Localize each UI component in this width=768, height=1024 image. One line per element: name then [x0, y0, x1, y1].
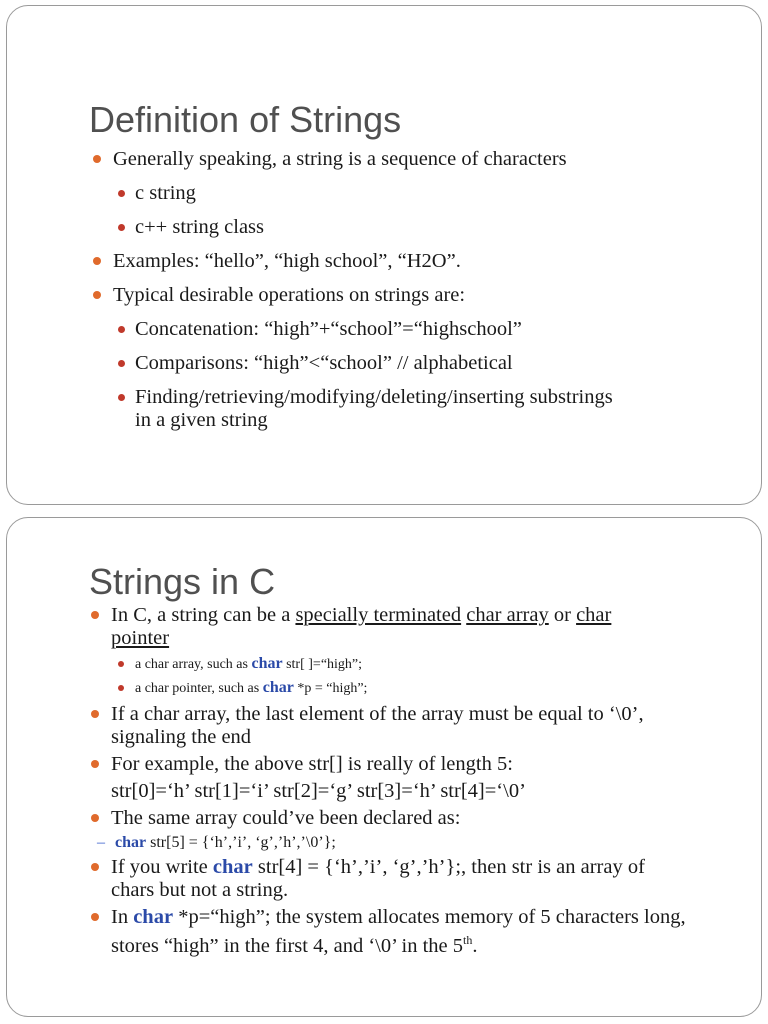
sub-bullet-item: Comparisons: “high”<“school” // alphabetical	[93, 352, 753, 375]
text: *p = “high”;	[293, 681, 368, 696]
keyword: char	[212, 856, 253, 878]
bullet-item: If a char array, the last element of the array must be equal to ‘\0’, signaling the end	[91, 703, 671, 749]
superscript: th	[463, 933, 473, 947]
text: or	[548, 604, 577, 626]
bullet-list	[91, 604, 686, 958]
dash-marker: –	[97, 834, 105, 851]
bullet-item: The same array could’ve been declared as:	[91, 807, 671, 830]
keyword: char	[262, 679, 294, 696]
text: str[4] = {‘h’,’i’, ‘g’,’h’};, then str is an array of chars but not a string.	[111, 856, 645, 901]
text: If you write	[111, 856, 213, 878]
text: a char array, such as	[135, 657, 252, 672]
text: str[5] = {‘h’,’i’, ‘g’,’h’,’\0’};	[146, 834, 336, 851]
bullet-item	[91, 856, 691, 902]
slide-definition-of-strings	[6, 5, 762, 505]
bullet-item	[91, 906, 691, 958]
continuation-line: str[0]=‘h’ str[1]=‘i’ str[2]=‘g’ str[3]=‘h’ str[4]=‘\0’	[111, 780, 526, 802]
bullet-item: Typical desirable operations on strings are:	[93, 284, 753, 307]
sub-bullet-item: Finding/retrieving/modifying/deleting/inserting substrings in a given string	[93, 386, 625, 432]
bullet-item: For example, the above str[] is really of length 5:	[91, 753, 671, 776]
sub-bullet-item: c++ string class	[93, 216, 753, 239]
sub-bullet-item: c string	[93, 182, 753, 205]
sub-bullet-item	[91, 654, 671, 675]
slide-strings-in-c	[6, 517, 762, 1017]
underlined-term: char pointer	[111, 604, 612, 649]
sub-bullet-item: Concatenation: “high”+“school”=“highschool”	[93, 318, 753, 341]
slide-title: Definition of Strings	[89, 99, 402, 140]
text: *p=“high”; the system allocates memory of 5 characters long, stores “high” in the first 4, and ‘\0’ in the 5	[111, 906, 686, 957]
underlined-term: specially terminated	[295, 604, 462, 626]
bullet-list	[93, 146, 753, 432]
dash-item	[91, 833, 671, 853]
underlined-term: char array	[466, 604, 549, 626]
keyword: char	[133, 906, 174, 928]
slide-title: Strings in C	[89, 561, 276, 602]
text: In	[111, 906, 134, 928]
keyword: char	[115, 834, 147, 851]
keyword: char	[251, 655, 283, 672]
text: In C, a string can be a	[111, 604, 296, 626]
bullet-item: Examples: “hello”, “high school”, “H2O”.	[93, 250, 753, 273]
bullet-item	[91, 604, 671, 650]
sub-bullet-item	[91, 678, 671, 699]
text: str[ ]=“high”;	[282, 657, 363, 672]
text: a char pointer, such as	[135, 681, 263, 696]
text: .	[472, 934, 478, 957]
bullet-item: Generally speaking, a string is a sequence of characters	[93, 148, 753, 171]
